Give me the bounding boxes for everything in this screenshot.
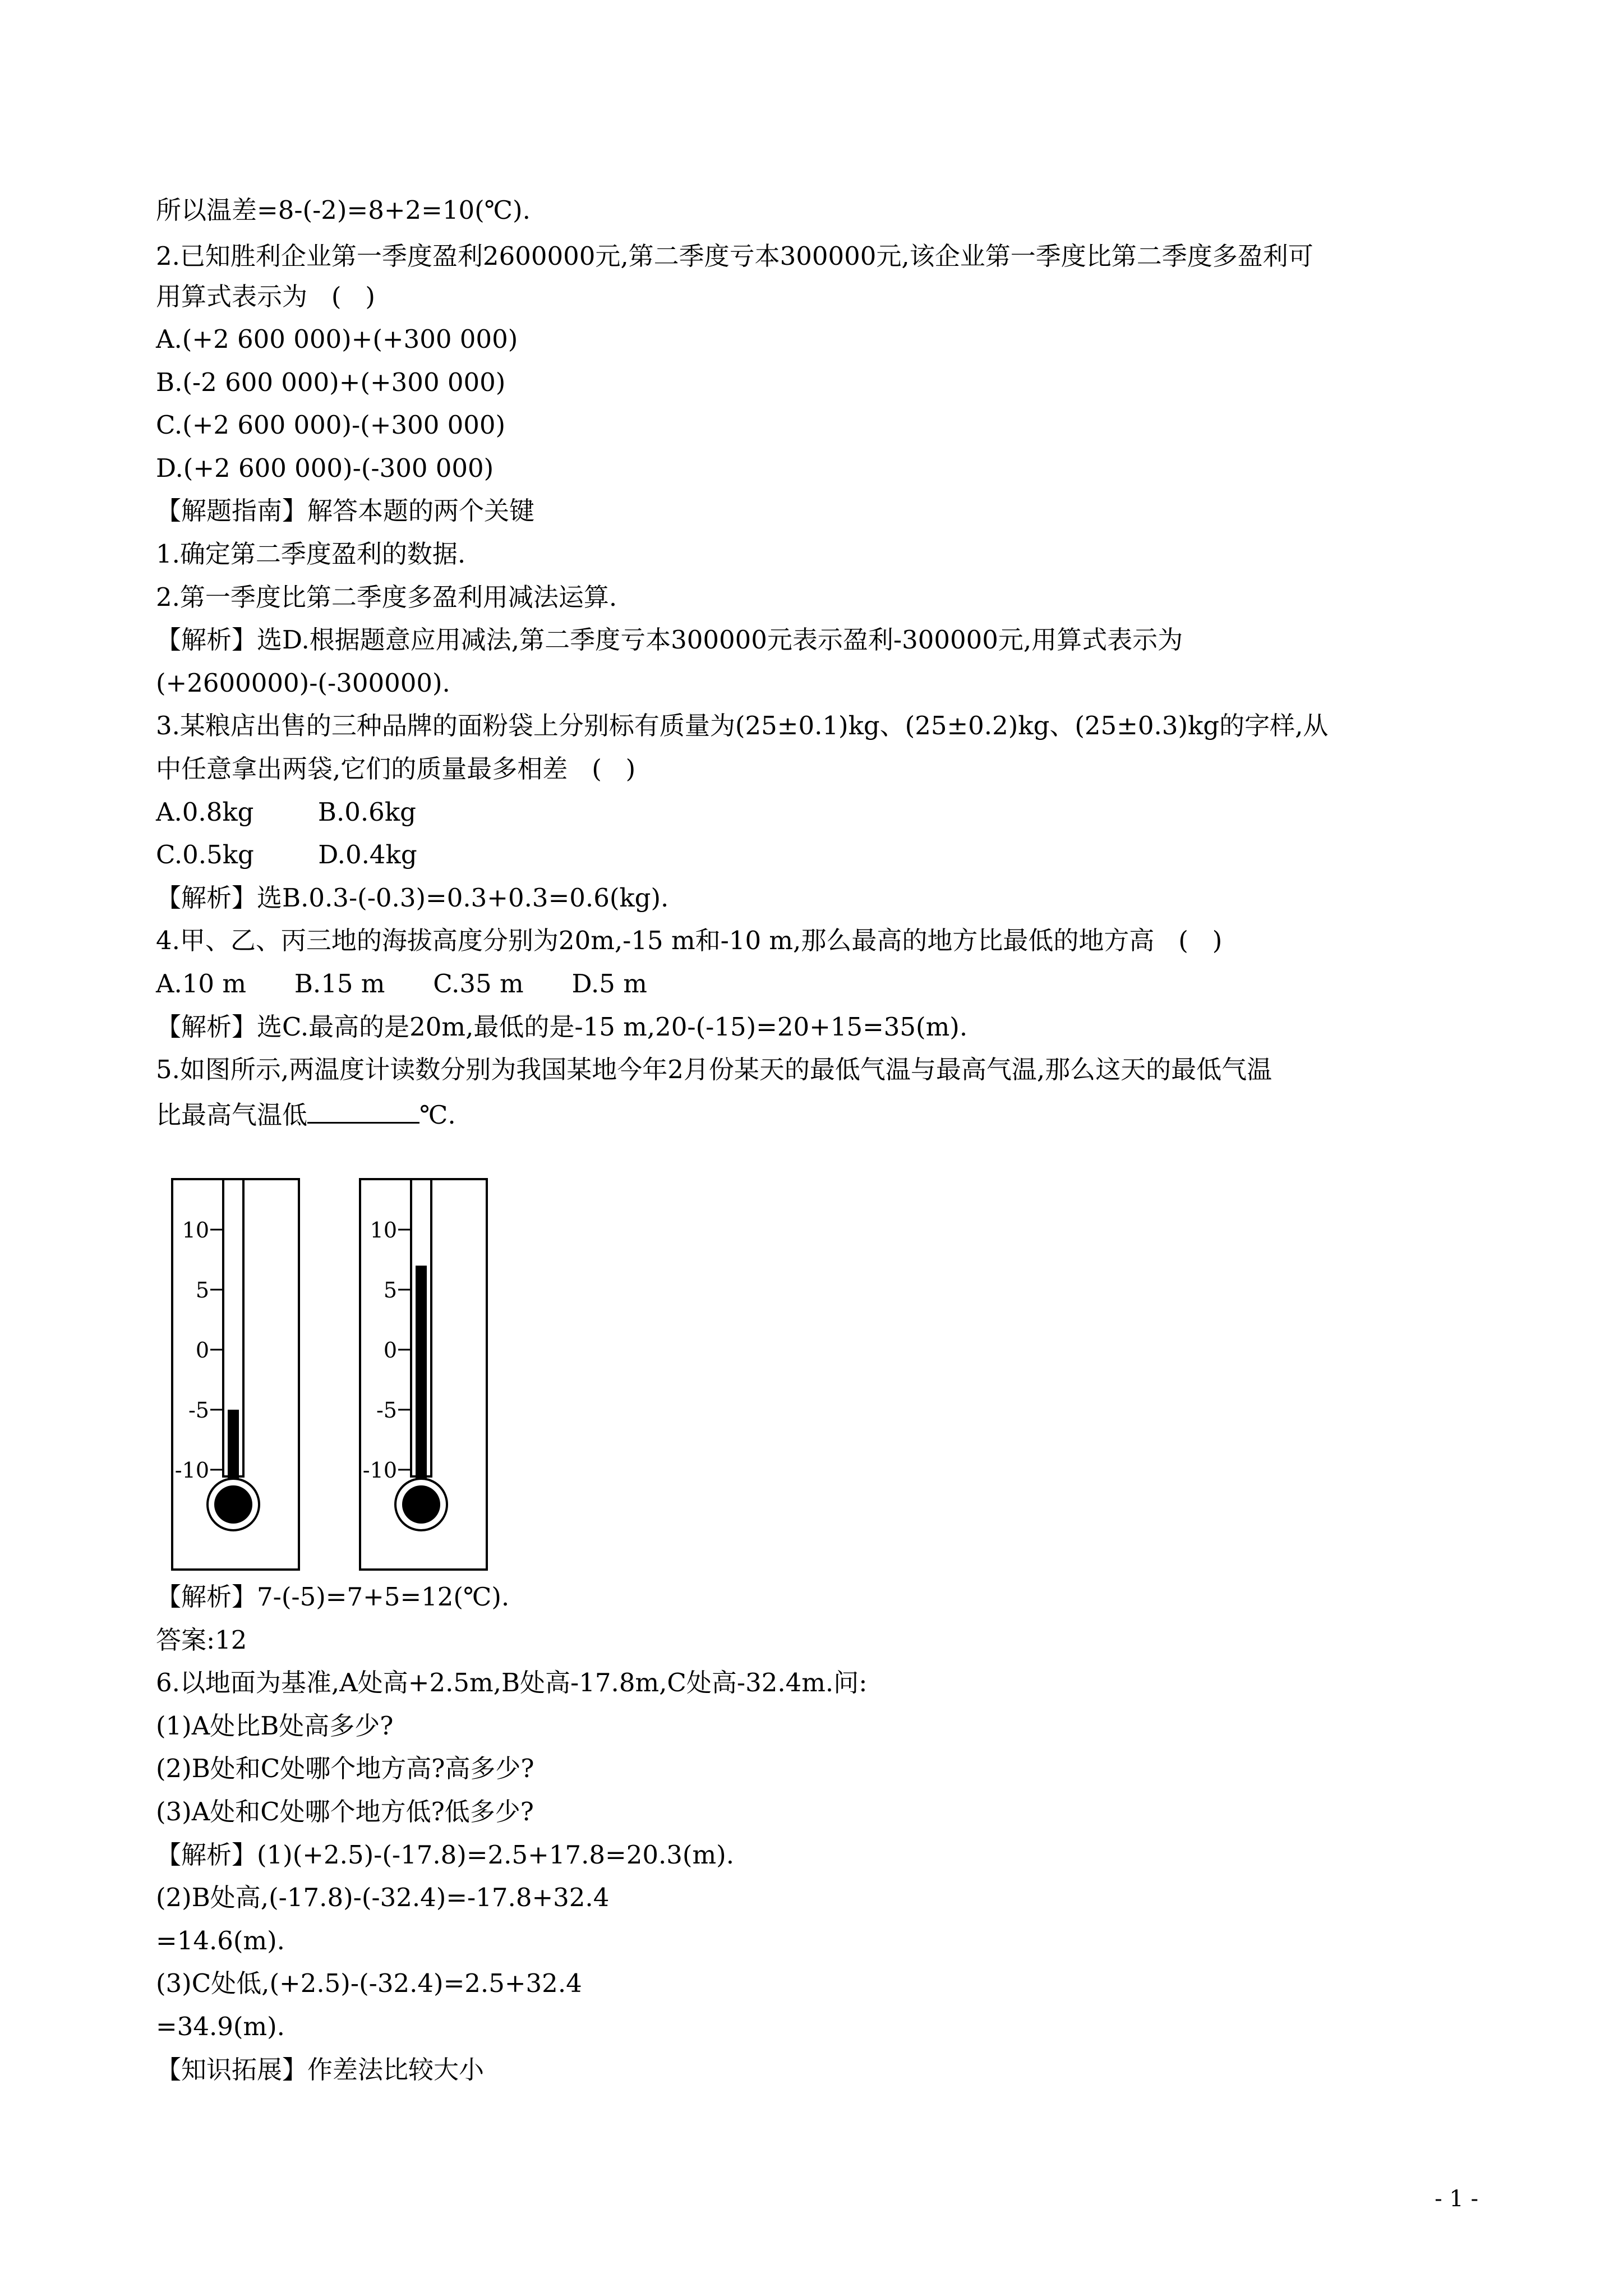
guide-point-1: 1.确定第二季度盈利的数据. xyxy=(156,539,466,569)
options-ab: A.0.8kg B.0.6kg xyxy=(156,797,416,827)
question-5-line-1: 5.如图所示,两温度计读数分别为我国某地今年2月份某天的最低气温与最高气温,那么这天的最低气温 xyxy=(156,1055,1272,1084)
question-5-text: 比最高气温低 xyxy=(156,1100,308,1130)
tick-label: 10 xyxy=(182,1218,209,1243)
analysis-5: 【解析】7-(-5)=7+5=12(℃). xyxy=(156,1582,510,1612)
option-b: B.(-2 600 000)+(+300 000) xyxy=(156,367,506,397)
option-a: A.(+2 600 000)+(+300 000) xyxy=(156,324,518,354)
tick-label: -10 xyxy=(174,1458,209,1483)
tick-label: 0 xyxy=(195,1338,209,1363)
tick-label: 10 xyxy=(370,1218,397,1243)
question-2-line-1: 2.已知胜利企业第一季度盈利2600000元,第二季度亏本300000元,该企业第一季度比第二季度多盈利可 xyxy=(156,241,1313,271)
analysis-6-part-2-result: =14.6(m). xyxy=(156,1926,285,1955)
unit-celsius: ℃. xyxy=(419,1100,456,1130)
analysis-4: 【解析】选C.最高的是20m,最低的是-15 m,20-(-15)=20+15=35(m). xyxy=(156,1012,968,1042)
question-3-line-2: 中任意拿出两袋,它们的质量最多相差 ( ) xyxy=(156,754,636,784)
tick-label: -5 xyxy=(188,1398,209,1423)
page-number: - 1 - xyxy=(1435,2186,1478,2212)
tick-label: 5 xyxy=(383,1278,397,1303)
analysis-2-line-2: (+2600000)-(-300000). xyxy=(156,668,450,698)
question-6-part-1: (1)A处比B处高多少? xyxy=(156,1711,394,1741)
question-6: 6.以地面为基准,A处高+2.5m,B处高-17.8m,C处高-32.4m.问: xyxy=(156,1668,868,1697)
thermometer-right xyxy=(359,1178,488,1571)
analysis-3: 【解析】选B.0.3-(-0.3)=0.3+0.3=0.6(kg). xyxy=(156,883,669,913)
text-line: 所以温差=8-(-2)=8+2=10(℃). xyxy=(156,195,531,225)
options-cd: C.0.5kg D.0.4kg xyxy=(156,840,417,869)
question-6-part-3: (3)A处和C处哪个地方低?低多少? xyxy=(156,1797,534,1826)
analysis-2-line-1: 【解析】选D.根据题意应用减法,第二季度亏本300000元表示盈利-300000元,用算式表示为 xyxy=(156,625,1183,655)
question-5-line-2 xyxy=(156,1095,456,1131)
tick-marks xyxy=(175,1218,223,1483)
tick-marks xyxy=(363,1218,411,1483)
thermometer-right-graphic xyxy=(359,1178,488,1571)
question-2-line-2: 用算式表示为 ( ) xyxy=(156,282,375,311)
thermometer-left-graphic xyxy=(171,1178,300,1571)
option-d: D.(+2 600 000)-(-300 000) xyxy=(156,453,494,483)
analysis-6-part-2: (2)B处高,(-17.8)-(-32.4)=-17.8+32.4 xyxy=(156,1883,610,1912)
knowledge-extension: 【知识拓展】作差法比较大小 xyxy=(156,2055,485,2085)
analysis-6-part-3-result: =34.9(m). xyxy=(156,2012,285,2041)
answer-blank xyxy=(307,1095,419,1124)
bulb xyxy=(402,1485,440,1524)
thermometer-left xyxy=(171,1178,300,1571)
answer-5: 答案:12 xyxy=(156,1625,247,1655)
guide-point-2: 2.第一季度比第二季度多盈利用减法运算. xyxy=(156,582,617,612)
bulb xyxy=(214,1485,252,1524)
analysis-6-part-3: (3)C处低,(+2.5)-(-32.4)=2.5+32.4 xyxy=(156,1968,582,1998)
option-c: C.(+2 600 000)-(+300 000) xyxy=(156,410,506,440)
question-3-line-1: 3.某粮店出售的三种品牌的面粉袋上分别标有质量为(25±0.1)kg、(25±0.2)kg、(25±0.3)kg的字样,从 xyxy=(156,711,1329,740)
question-6-part-2: (2)B处和C处哪个地方高?高多少? xyxy=(156,1754,534,1783)
mercury-column xyxy=(416,1266,427,1492)
tick-label: 0 xyxy=(383,1338,397,1363)
analysis-6-part-1: 【解析】(1)(+2.5)-(-17.8)=2.5+17.8=20.3(m). xyxy=(156,1840,735,1870)
tick-label: -10 xyxy=(362,1458,397,1483)
guide-heading: 【解题指南】解答本题的两个关键 xyxy=(156,496,535,526)
tick-label: -5 xyxy=(376,1398,397,1423)
options-4: A.10 m B.15 m C.35 m D.5 m xyxy=(156,969,647,999)
tick-label: 5 xyxy=(195,1278,209,1303)
question-4: 4.甲、乙、丙三地的海拔高度分别为20m,-15 m和-10 m,那么最高的地方比最低的地方高 ( ) xyxy=(156,926,1223,955)
